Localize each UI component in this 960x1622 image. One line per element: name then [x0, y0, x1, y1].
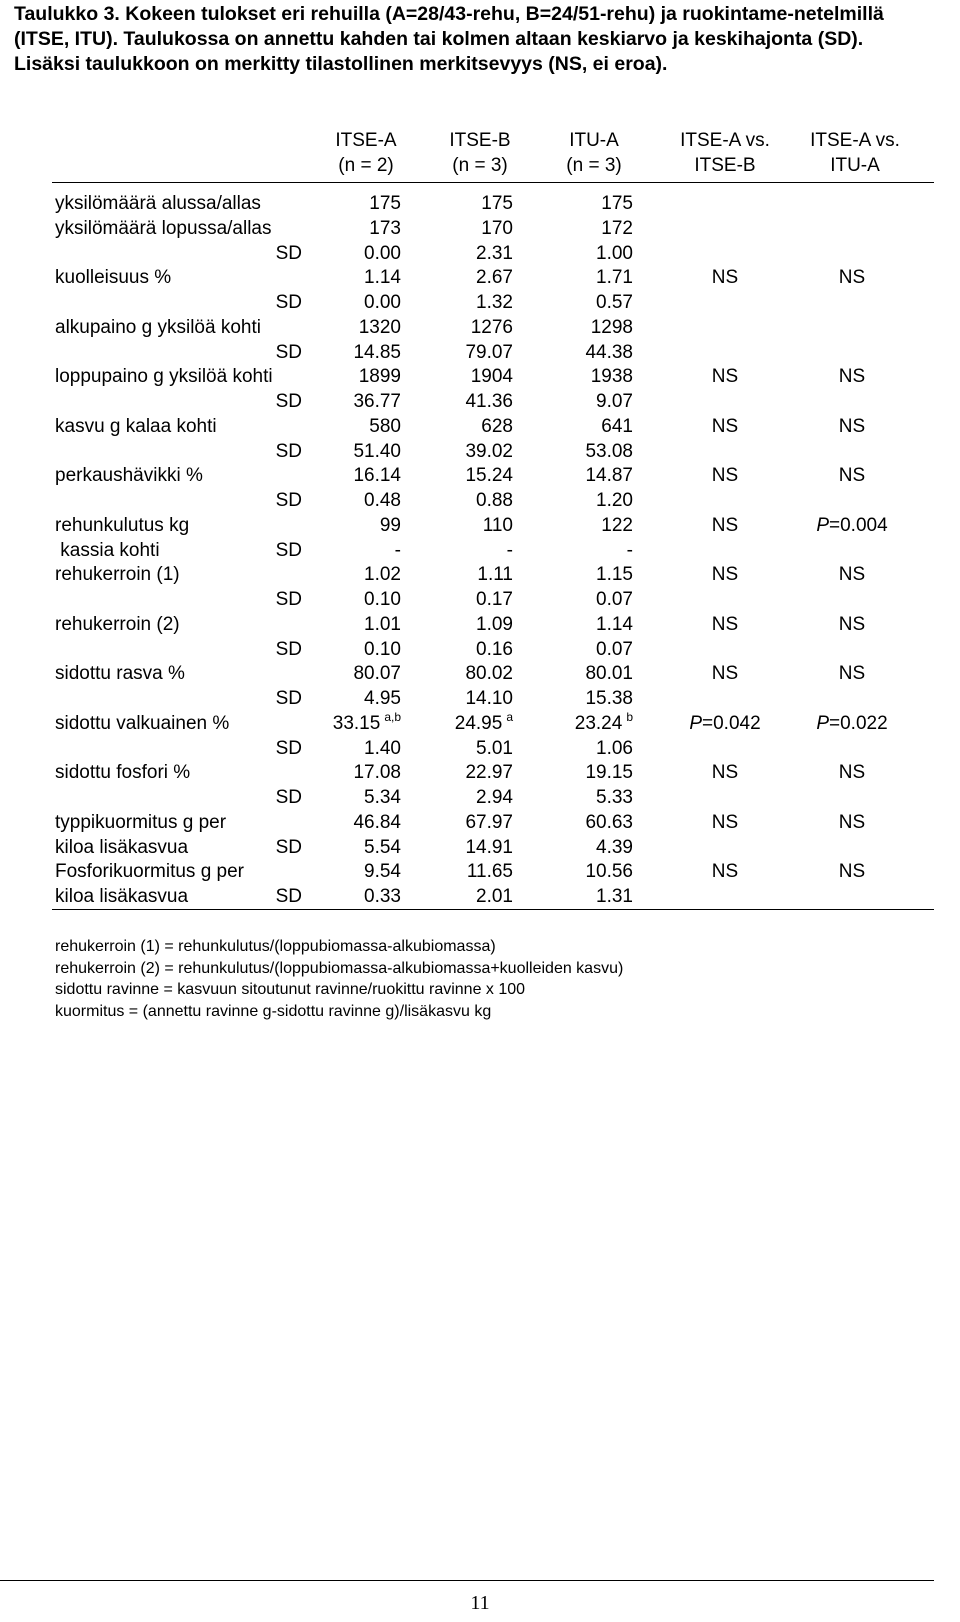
table-row — [0, 637, 960, 662]
column-header-line1: ITSE-A vs. — [680, 130, 770, 151]
cell-c — [596, 265, 633, 290]
table-row — [0, 835, 960, 860]
significance-superscript: a,b — [384, 709, 401, 724]
cell-value: 175 — [601, 193, 633, 214]
significance-ac: NS — [838, 663, 866, 685]
cell-a — [364, 637, 401, 662]
cell-value: 19.15 — [585, 762, 633, 784]
cell-c — [596, 562, 633, 587]
cell-value: 44.38 — [585, 341, 633, 363]
cell-value: 1.02 — [364, 564, 401, 586]
row-label: sidottu fosfori % — [55, 762, 191, 784]
cell-value: 24.95 — [454, 712, 503, 734]
column-header-line2: ITSE-B — [694, 155, 756, 176]
cell-a — [353, 463, 401, 488]
column-header-itse-a-vs-itse-b — [655, 128, 795, 178]
cell-value: 99 — [379, 514, 401, 536]
cell-value: 67.97 — [465, 811, 513, 833]
cell-value: 14.85 — [353, 341, 401, 363]
sd-label: SD — [275, 391, 302, 412]
cell-value: - — [626, 539, 633, 561]
cell-value: 5.01 — [476, 737, 513, 759]
column-header-line2: ITU-A — [830, 155, 880, 176]
table-row — [0, 414, 960, 439]
cell-value: 41.36 — [465, 391, 513, 412]
cell-a — [380, 513, 401, 538]
cell-b — [465, 835, 513, 860]
cell-b — [476, 290, 513, 315]
cell-a — [353, 340, 401, 365]
significance-ac: NS — [838, 861, 866, 883]
significance-ac: NS — [838, 564, 866, 586]
cell-value: 122 — [601, 514, 633, 536]
cell-value: 1.15 — [596, 564, 633, 586]
cell-value: 2.31 — [476, 242, 513, 264]
cell-value: 1.09 — [476, 613, 513, 635]
table-row — [0, 216, 960, 241]
cell-c — [585, 439, 633, 464]
significance-ac — [787, 711, 917, 736]
cell-b — [455, 711, 513, 736]
significance-ab: NS — [711, 267, 739, 289]
cell-value: 10.56 — [585, 861, 633, 883]
sd-label: SD — [275, 589, 302, 610]
cell-c — [591, 364, 633, 389]
cell-value: 1899 — [358, 366, 401, 388]
cell-value: 175 — [481, 193, 513, 214]
cell-value: 1904 — [470, 366, 513, 388]
cell-value: 80.01 — [585, 663, 633, 685]
cell-value: 53.08 — [585, 440, 633, 462]
cell-c — [585, 760, 633, 785]
row-label: rehunkulutus kg — [55, 514, 190, 536]
cell-a — [395, 538, 401, 563]
cell-a — [353, 389, 401, 414]
table-row — [0, 241, 960, 266]
table-bottom-rule — [52, 909, 934, 910]
cell-value: 1.31 — [596, 886, 633, 907]
row-label: kassia kohti — [55, 539, 160, 561]
cell-value: 0.10 — [364, 638, 401, 660]
table-row — [0, 810, 960, 835]
table-row — [0, 439, 960, 464]
table-row — [0, 290, 960, 315]
row-label: kiloa lisäkasvua — [55, 886, 189, 907]
sd-label: SD — [275, 539, 302, 561]
column-header-line1: ITSE-A vs. — [810, 130, 900, 151]
cell-value: 51.40 — [353, 440, 401, 462]
cell-value: 2.67 — [476, 267, 513, 289]
cell-b — [477, 562, 513, 587]
cell-value: 5.54 — [364, 836, 401, 858]
cell-value: 5.34 — [364, 787, 401, 808]
significance-ab: NS — [711, 465, 739, 487]
cell-value: 5.33 — [596, 787, 633, 808]
cell-value: 173 — [369, 217, 401, 239]
cell-value: - — [506, 539, 513, 561]
cell-c — [596, 884, 633, 909]
cell-value: 0.57 — [596, 292, 633, 313]
table-row — [0, 736, 960, 761]
cell-c — [596, 488, 633, 513]
cell-a — [364, 835, 401, 860]
cell-c — [596, 241, 633, 266]
cell-value: 1.40 — [364, 737, 401, 759]
significance-ac: NS — [838, 762, 866, 784]
cell-value: 4.39 — [596, 836, 633, 858]
cell-value: 36.77 — [353, 391, 401, 412]
row-label: kuolleisuus % — [55, 267, 172, 289]
cell-value: 0.00 — [364, 242, 401, 264]
cell-value: 110 — [482, 514, 513, 536]
cell-value: 17.08 — [353, 762, 401, 784]
column-header-line2: (n = 2) — [338, 155, 394, 176]
column-header-itu-a — [524, 128, 664, 178]
cell-b — [465, 389, 513, 414]
cell-value: 14.87 — [585, 465, 633, 487]
significance-ab — [660, 711, 790, 736]
cell-value: 39.02 — [465, 440, 513, 462]
sd-label: SD — [275, 836, 302, 858]
cell-value: 15.38 — [585, 688, 633, 709]
cell-value: 641 — [601, 415, 633, 437]
cell-b — [465, 439, 513, 464]
table-row — [0, 785, 960, 810]
row-label: loppupaino g yksilöä kohti — [55, 366, 273, 388]
table-row — [0, 265, 960, 290]
cell-value: 0.07 — [596, 589, 633, 610]
cell-a — [369, 191, 401, 216]
row-label: alkupaino g yksilöä kohti — [55, 316, 261, 338]
table-row — [0, 562, 960, 587]
table-row — [0, 538, 960, 563]
cell-value: 1.00 — [596, 242, 633, 264]
cell-value: 1.71 — [596, 267, 633, 289]
cell-b — [467, 859, 513, 884]
significance-ab: NS — [711, 811, 739, 833]
cell-value: 1.32 — [476, 292, 513, 313]
table-row — [0, 488, 960, 513]
cell-value: 14.10 — [465, 688, 513, 709]
cell-a — [369, 414, 401, 439]
cell-value: 9.07 — [596, 391, 633, 412]
cell-b — [476, 241, 513, 266]
sd-label: SD — [275, 292, 302, 313]
sd-label: SD — [275, 886, 302, 907]
cell-c — [601, 513, 633, 538]
table-row — [0, 315, 960, 340]
significance-ab: NS — [711, 415, 739, 437]
table-row — [0, 340, 960, 365]
cell-value: 60.63 — [585, 811, 633, 833]
sd-label: SD — [275, 242, 302, 264]
footnotes — [55, 936, 935, 1022]
cell-c — [585, 340, 633, 365]
sd-label: SD — [275, 490, 302, 511]
significance-ab: NS — [711, 861, 739, 883]
cell-value: 2.01 — [476, 886, 513, 907]
column-header-line2: (n = 3) — [452, 155, 508, 176]
cell-value: 1320 — [358, 316, 401, 338]
cell-value: 175 — [369, 193, 401, 214]
cell-a — [364, 785, 401, 810]
table-row — [0, 463, 960, 488]
significance-ac: NS — [838, 613, 866, 635]
column-header-line2: (n = 3) — [566, 155, 622, 176]
cell-value: 1298 — [590, 316, 633, 338]
cell-a — [364, 265, 401, 290]
table-row — [0, 191, 960, 216]
table-row — [0, 587, 960, 612]
cell-value: 14.91 — [465, 836, 513, 858]
row-label: perkaushävikki % — [55, 465, 203, 487]
cell-value: 0.88 — [476, 490, 513, 511]
cell-value: 0.33 — [364, 886, 401, 907]
cell-value: 0.16 — [476, 638, 513, 660]
cell-c — [596, 785, 633, 810]
p-symbol: P — [816, 712, 830, 734]
cell-a — [359, 364, 401, 389]
cell-b — [471, 315, 513, 340]
cell-b — [465, 760, 513, 785]
cell-b — [476, 637, 513, 662]
cell-value: 1.20 — [596, 490, 633, 511]
cell-a — [364, 488, 401, 513]
cell-value: 33.15 — [332, 712, 381, 734]
cell-c — [596, 835, 633, 860]
cell-value: 1.11 — [477, 564, 513, 586]
column-header-itse-a-vs-itu-a — [785, 128, 925, 178]
footnote-line: rehukerroin (1) = rehunkulutus/(loppubiomassa-alkubiomassa) — [55, 938, 496, 955]
table-row — [0, 513, 960, 538]
sd-label: SD — [275, 440, 302, 462]
cell-value: 46.84 — [353, 811, 401, 833]
cell-value: 4.95 — [364, 688, 401, 709]
cell-value: 80.07 — [353, 663, 401, 685]
cell-b — [481, 216, 513, 241]
table-row — [0, 364, 960, 389]
page-number: 11 — [470, 1592, 490, 1614]
cell-c — [591, 315, 633, 340]
cell-b — [481, 414, 513, 439]
table-row — [0, 884, 960, 909]
cell-c — [575, 711, 633, 736]
cell-b — [465, 661, 513, 686]
row-label: kasvu g kalaa kohti — [55, 415, 217, 437]
cell-a — [364, 859, 401, 884]
row-label: sidottu valkuainen % — [55, 712, 230, 734]
cell-value: 11.65 — [466, 861, 513, 883]
significance-ac — [787, 513, 917, 538]
table-row — [0, 859, 960, 884]
cell-c — [585, 686, 633, 711]
cell-a — [364, 884, 401, 909]
cell-b — [483, 513, 513, 538]
cell-value: 1276 — [470, 316, 513, 338]
page-bottom-rule — [0, 1580, 934, 1581]
table-row — [0, 711, 960, 736]
cell-a — [364, 241, 401, 266]
sd-label: SD — [275, 341, 302, 363]
cell-value: 1.14 — [596, 613, 633, 635]
row-label: typpikuormitus g per — [55, 811, 227, 833]
sd-label: SD — [275, 737, 302, 759]
cell-value: 2.94 — [476, 787, 513, 808]
p-value: =0.022 — [829, 712, 888, 734]
sd-label: SD — [275, 688, 302, 709]
cell-b — [476, 265, 513, 290]
cell-b — [507, 538, 513, 563]
cell-value: 580 — [369, 415, 401, 437]
cell-b — [476, 612, 513, 637]
significance-superscript: b — [626, 709, 633, 724]
significance-ab: NS — [711, 564, 739, 586]
row-label: yksilömäärä alussa/allas — [55, 193, 261, 214]
table-header — [0, 128, 960, 182]
cell-a — [364, 290, 401, 315]
cell-value: 170 — [481, 217, 513, 239]
cell-value: 80.02 — [465, 663, 513, 685]
cell-value: 0.10 — [364, 589, 401, 610]
cell-value: 0.00 — [364, 292, 401, 313]
cell-b — [476, 785, 513, 810]
cell-value: 23.24 — [574, 712, 623, 734]
cell-value: 79.07 — [465, 341, 513, 363]
table-row — [0, 686, 960, 711]
significance-superscript: a — [506, 709, 513, 724]
cell-value: 1.01 — [364, 613, 401, 635]
significance-ab: NS — [711, 663, 739, 685]
cell-b — [471, 364, 513, 389]
cell-value: 1938 — [590, 366, 633, 388]
cell-a — [364, 562, 401, 587]
p-value: =0.004 — [829, 514, 888, 536]
cell-c — [585, 810, 633, 835]
cell-c — [596, 389, 633, 414]
significance-ac: NS — [838, 267, 866, 289]
significance-ab: NS — [711, 613, 739, 635]
p-symbol: P — [689, 712, 703, 734]
cell-b — [465, 463, 513, 488]
footnote-line: sidottu ravinne = kasvuun sitoutunut ravinne/ruokittu ravinne x 100 — [55, 981, 526, 998]
significance-ac: NS — [838, 415, 866, 437]
footnote-line: rehukerroin (2) = rehunkulutus/(loppubiomassa-alkubiomassa+kuolleiden kasvu) — [55, 959, 624, 977]
column-header-line1: ITU-A — [569, 130, 619, 151]
cell-a — [353, 661, 401, 686]
row-label: Fosforikuormitus g per — [55, 861, 245, 883]
cell-value: 9.54 — [364, 861, 401, 883]
row-label: kiloa lisäkasvua — [55, 836, 189, 858]
cell-a — [359, 315, 401, 340]
cell-a — [353, 760, 401, 785]
cell-a — [333, 711, 401, 736]
cell-a — [353, 439, 401, 464]
cell-value: 0.48 — [364, 490, 401, 511]
cell-c — [627, 538, 633, 563]
significance-ac: NS — [838, 811, 866, 833]
cell-b — [476, 736, 513, 761]
footnote-line: kuormitus = (annettu ravinne g-sidottu ravinne g)/lisäkasvu kg — [55, 1002, 492, 1020]
cell-c — [596, 736, 633, 761]
cell-c — [596, 637, 633, 662]
cell-b — [465, 686, 513, 711]
table-row — [0, 389, 960, 414]
p-value: =0.042 — [702, 712, 761, 734]
cell-c — [585, 463, 633, 488]
row-label: rehukerroin (1) — [55, 564, 180, 586]
sd-label: SD — [275, 638, 302, 660]
cell-b — [481, 191, 513, 216]
column-header-line1: ITSE-A — [335, 130, 397, 151]
table-row — [0, 760, 960, 785]
cell-value: 0.17 — [476, 589, 513, 610]
column-header-line1: ITSE-B — [449, 130, 511, 151]
significance-ac: NS — [838, 366, 866, 388]
cell-c — [601, 216, 633, 241]
cell-c — [596, 587, 633, 612]
cell-c — [596, 612, 633, 637]
table-row — [0, 612, 960, 637]
cell-b — [476, 884, 513, 909]
cell-c — [601, 191, 633, 216]
significance-ac: NS — [838, 465, 866, 487]
significance-ab: NS — [711, 366, 739, 388]
cell-c — [596, 290, 633, 315]
cell-value: 22.97 — [465, 762, 513, 784]
cell-b — [476, 488, 513, 513]
header-rule — [52, 182, 934, 183]
cell-b — [476, 587, 513, 612]
cell-value: 172 — [601, 217, 633, 239]
cell-a — [364, 686, 401, 711]
row-label: yksilömäärä lopussa/allas — [55, 217, 272, 239]
cell-value: 0.07 — [596, 638, 633, 660]
sd-label: SD — [275, 787, 302, 808]
cell-b — [465, 340, 513, 365]
cell-c — [585, 859, 633, 884]
significance-ab: NS — [711, 514, 739, 536]
table-row — [0, 661, 960, 686]
cell-b — [465, 810, 513, 835]
cell-value: - — [394, 539, 401, 561]
p-symbol: P — [816, 514, 830, 536]
cell-a — [364, 612, 401, 637]
cell-value: 15.24 — [465, 465, 513, 487]
cell-value: 1.06 — [596, 737, 633, 759]
cell-a — [369, 216, 401, 241]
cell-value: 16.14 — [353, 465, 401, 487]
significance-ab: NS — [711, 762, 739, 784]
row-label: sidottu rasva % — [55, 663, 185, 685]
cell-c — [585, 661, 633, 686]
cell-a — [364, 736, 401, 761]
cell-value: 628 — [481, 415, 513, 437]
cell-a — [364, 587, 401, 612]
cell-value: 1.14 — [364, 267, 401, 289]
row-label: rehukerroin (2) — [55, 613, 180, 635]
cell-a — [353, 810, 401, 835]
table-caption: Taulukko 3. Kokeen tulokset eri rehuilla (A=28/43-rehu, B=24/51-rehu) ja ruokintame-netelmillä (ITSE, ITU). Taulukossa on annettu kahden tai kolmen altaan keskiarvo ja keskihajonta (SD). Lisäksi taulukkoon on merkitty tilastollinen merkitsevyys (NS, ei eroa). — [14, 3, 884, 75]
cell-c — [601, 414, 633, 439]
